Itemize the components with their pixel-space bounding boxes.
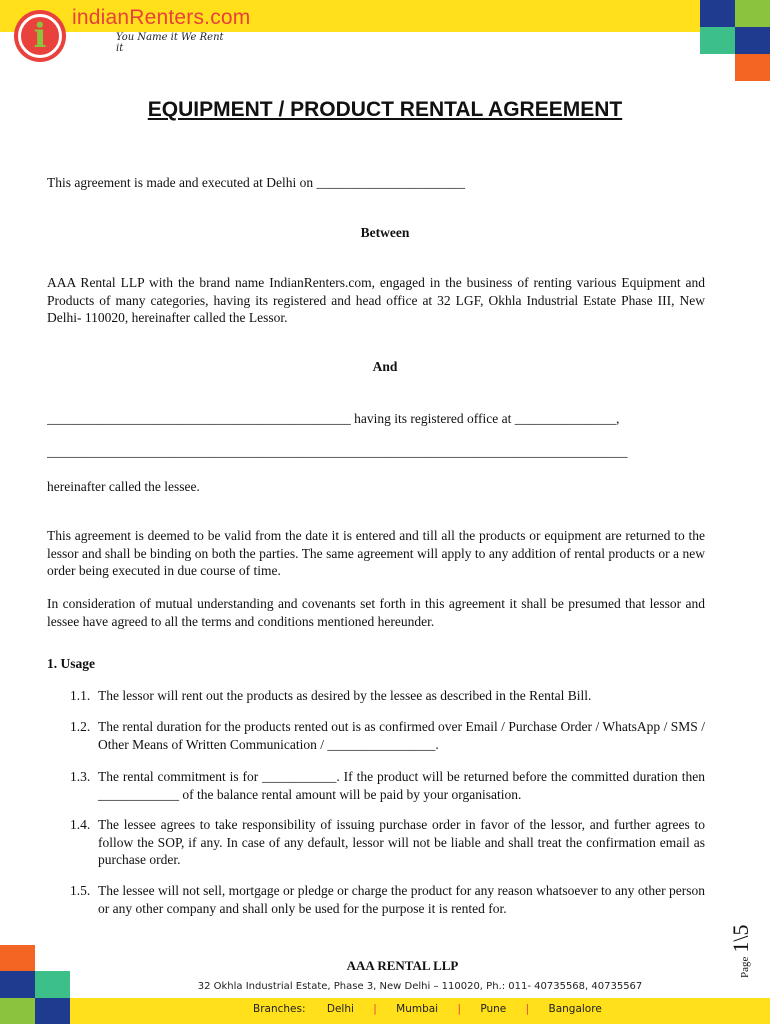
brand-tagline: You Name it We Rent it — [116, 32, 224, 54]
clause-text: The rental duration for the products rented out is as confirmed over Email / Purchase Order / WhatsApp / SMS / Other Means of Written Communication / ________________. — [98, 719, 705, 752]
header-color-tiles — [700, 0, 770, 80]
page-value: 1\5 — [728, 924, 753, 953]
tile-green — [735, 0, 770, 27]
lessee-line-1: _____________________________________________ having its registered office at _______________, — [47, 411, 620, 426]
logo-letter: i — [33, 16, 47, 56]
footer-address: 32 Okhla Industrial Estate, Phase 3, New Delhi – 110020, Ph.: 011- 40735568, 40735567 — [197, 981, 643, 992]
tile-blue — [35, 998, 70, 1024]
lessor-paragraph: AAA Rental LLP with the brand name IndianRenters.com, engaged in the business of renting various Equipment and Products of many categories, having its registered and head office at 32 LGF, Okhla Industrial Estate Phase III, New Delhi- 110020, hereinafter called the Lessor. — [47, 275, 705, 325]
branch-pune: Pune — [480, 1003, 507, 1015]
branches-label: Branches: — [253, 1003, 306, 1015]
brand-prefix: indian — [72, 6, 130, 29]
consideration-paragraph: In consideration of mutual understanding and covenants set forth in this agreement it shall be presumed that lessor and lessee have agreed to all the terms and conditions mentioned hereunder. — [47, 596, 705, 629]
branch-bangalore: Bangalore — [548, 1003, 602, 1015]
lessee-called: hereinafter called the lessee. — [47, 479, 200, 494]
branch-delhi: Delhi — [326, 1003, 354, 1015]
intro-line: This agreement is made and executed at Delhi on ______________________ — [47, 175, 466, 190]
brand-logo — [8, 2, 251, 72]
clause-number: 1.3. — [70, 769, 91, 784]
branch-mumbai: Mumbai — [396, 1003, 439, 1015]
tile-green — [0, 998, 35, 1024]
tile-orange — [735, 54, 770, 81]
lessee-line-2: ______________________________________________________________________________________ — [47, 444, 628, 459]
clause-number: 1.2. — [70, 719, 91, 734]
section-usage-heading: 1. Usage — [47, 656, 95, 671]
clause-text: The lessee will not sell, mortgage or pledge or charge the product for any reason whatsoever to any other person or any other company and shall only be used for the purpose it is rented for. — [98, 883, 705, 916]
clause-text: The lessee agrees to take responsibility of issuing purchase order in favor of the lessor, and further agrees to follow the SOP, if any. In case of any default, lessor will not be liable and shall treat the confirmation email as purchase order. — [98, 817, 705, 867]
clause-text: The lessor will rent out the products as desired by the lessee as described in the Rental Bill. — [98, 688, 592, 703]
tile-blue — [735, 27, 770, 54]
branch-separator: | — [525, 1003, 530, 1015]
tile-blue — [700, 0, 735, 27]
clause-number: 1.4. — [70, 817, 91, 832]
page-label: Page — [739, 956, 751, 978]
clause-1-4 — [70, 816, 705, 869]
and-heading: And — [372, 359, 398, 374]
branch-separator: | — [373, 1003, 377, 1015]
clause-number: 1.5. — [70, 883, 91, 898]
between-heading: Between — [360, 225, 410, 240]
branch-separator: | — [457, 1003, 461, 1015]
clause-number: 1.1. — [70, 688, 91, 703]
brand-suffix: Renters.com — [129, 6, 251, 29]
clause-1-5 — [70, 882, 705, 917]
clause-text: The rental commitment is for ___________. If the product will be returned before the committed duration then ____________ of the balance rental amount will be paid by your organisation. — [98, 769, 705, 802]
footer-branches — [253, 1003, 602, 1015]
clause-1-3 — [70, 768, 705, 803]
validity-paragraph: This agreement is deemed to be valid from the date it is entered and till all the products or equipment are returned to the lessor and shall be binding on both the parties. The same agreement will apply to any addition of rental products or a new order being executed in due course of time. — [47, 528, 705, 578]
clause-1-2 — [70, 718, 705, 753]
logo-circle-icon — [14, 10, 66, 62]
tile-teal — [700, 27, 735, 54]
clause-1-1 — [70, 687, 705, 705]
brand-name — [72, 6, 251, 30]
document-title: EQUIPMENT / PRODUCT RENTAL AGREEMENT — [147, 98, 623, 121]
footer-company-name: AAA RENTAL LLP — [346, 958, 459, 973]
